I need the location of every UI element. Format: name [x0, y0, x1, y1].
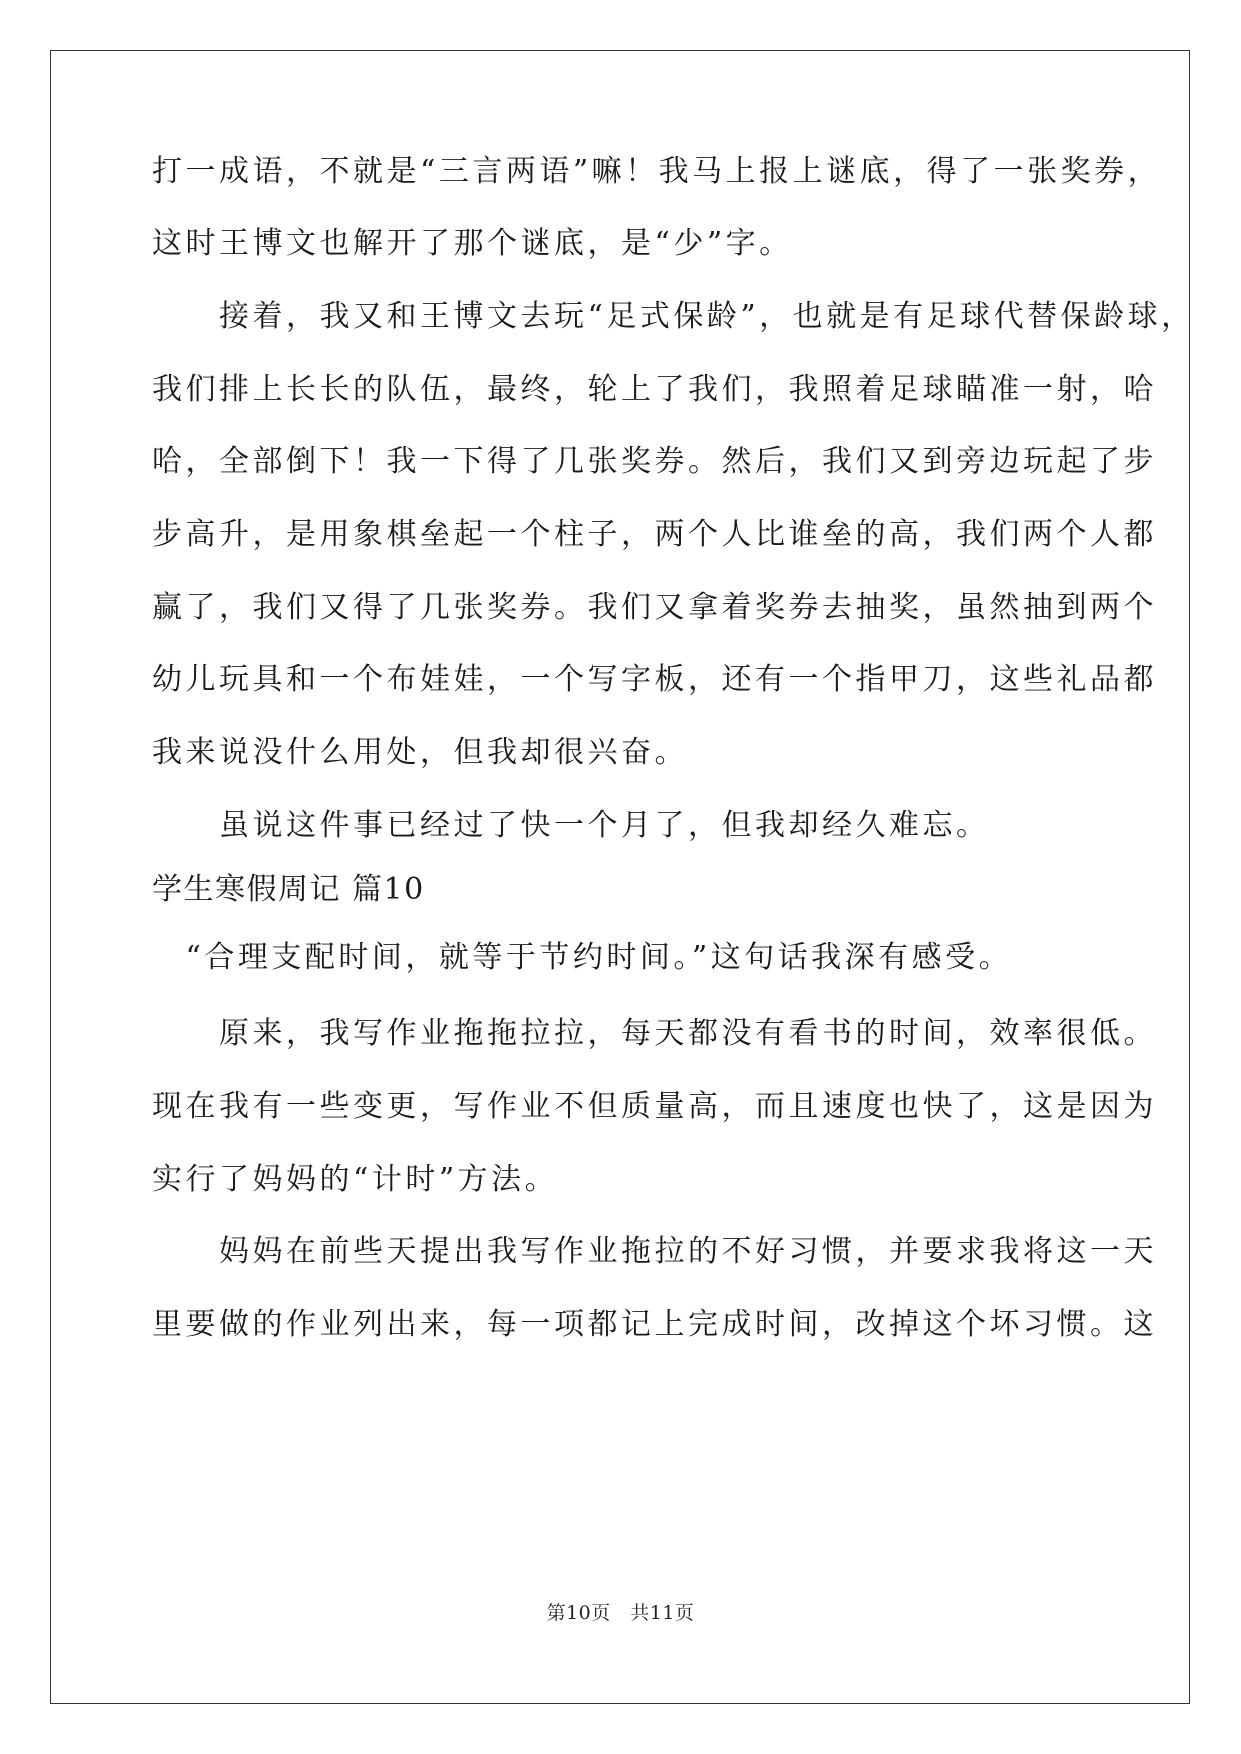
- text-line: 幼儿玩具和一个布娃娃，一个写字板，还有一个指甲刀，这些礼品都: [152, 662, 1157, 697]
- text-line: 我们排上长长的队伍，最终，轮上了我们，我照着足球瞄准一射，哈: [152, 372, 1157, 407]
- text-line: 步高升，是用象棋垒起一个柱子，两个人比谁垒的高，我们两个人都: [152, 517, 1157, 552]
- section-heading: 学生寒假周记 篇10: [152, 872, 425, 907]
- text-line: 哈，全部倒下！我一下得了几张奖券。然后，我们又到旁边玩起了步: [152, 444, 1157, 479]
- text-line: 里要做的作业列出来，每一项都记上完成时间，改掉这个坏习惯。这: [152, 1307, 1157, 1342]
- text-line: 虽说这件事已经过了快一个月了，但我却经久难忘。: [152, 808, 990, 843]
- text-line: “合理支配时间，就等于节约时间。”这句话我深有感受。: [152, 940, 1013, 975]
- text-line: 原来，我写作业拖拖拉拉，每天都没有看书的时间，效率很低。: [152, 1016, 1157, 1051]
- text-line: 妈妈在前些天提出我写作业拖拉的不好习惯，并要求我将这一天: [152, 1234, 1157, 1269]
- text-line: 接着，我又和王博文去玩“足式保龄”，也就是有足球代替保龄球，: [152, 299, 1195, 334]
- text-line: 赢了，我们又得了几张奖券。我们又拿着奖券去抽奖，虽然抽到两个: [152, 590, 1157, 625]
- text-line: 这时王博文也解开了那个谜底，是“少”字。: [152, 226, 793, 261]
- text-line: 我来说没什么用处，但我却很兴奋。: [152, 735, 688, 770]
- page-number-footer: 第10页 共11页: [546, 1602, 695, 1624]
- text-line: 打一成语，不就是“三言两语”嘛！我马上报上谜底，得了一张奖券，: [152, 154, 1162, 189]
- text-line: 现在我有一些变更，写作业不但质量高，而且速度也快了，这是因为: [152, 1089, 1157, 1124]
- text-line: 实行了妈妈的“计时”方法。: [152, 1162, 559, 1197]
